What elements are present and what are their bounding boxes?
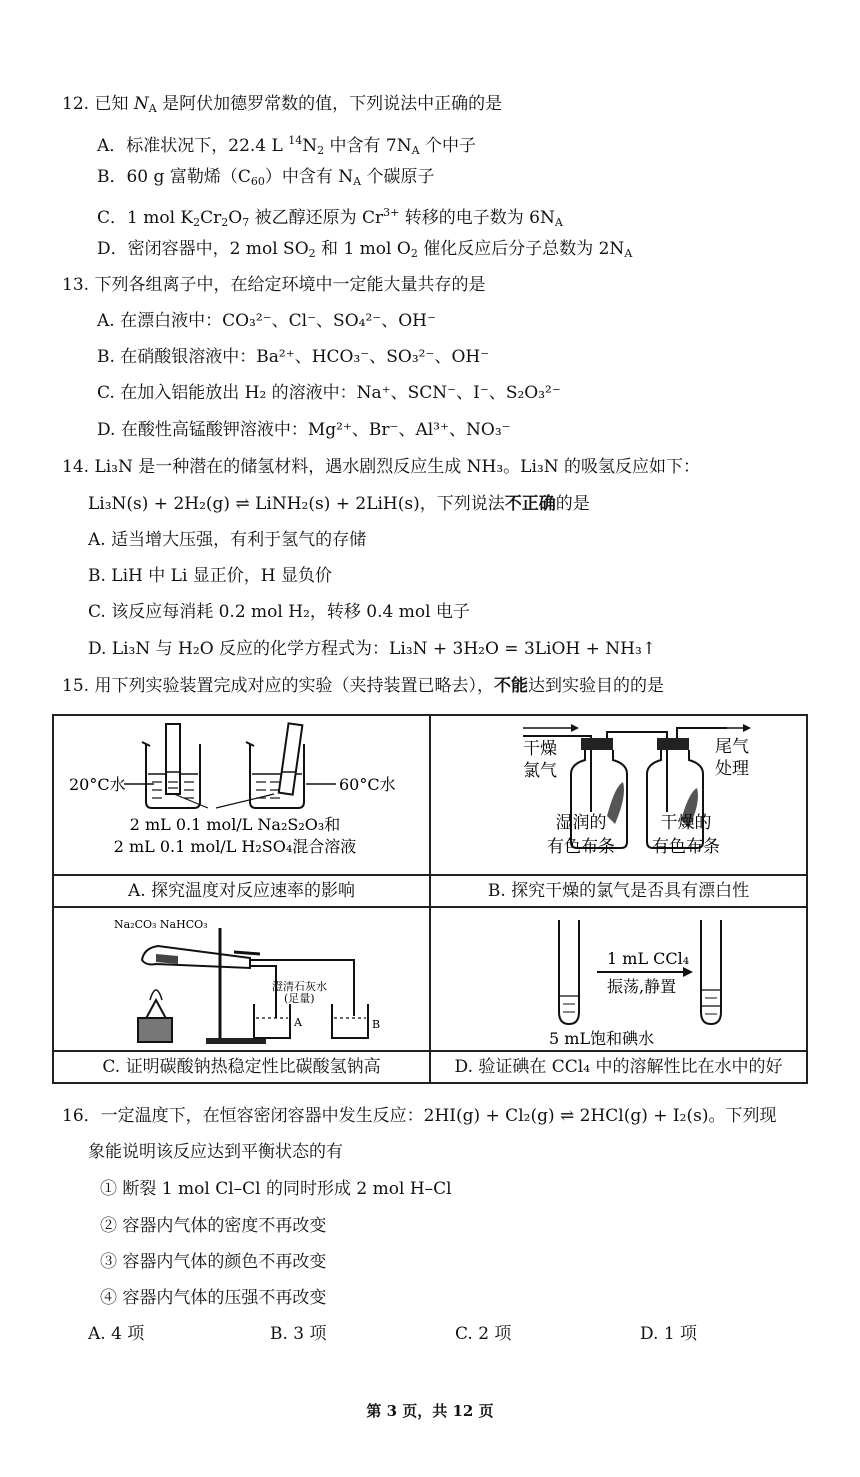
wet-cloth-label-1: 湿润的 bbox=[555, 813, 607, 833]
q12-stem: 12. 已知 $N_A$ 是阿伏加德罗常数的值，下列说法中正确的是 bbox=[62, 94, 503, 115]
q16-item-1: ① 断裂 1 mol Cl–Cl 的同时形成 2 mol H–Cl bbox=[100, 1179, 452, 1199]
experiment-cell-b bbox=[430, 715, 807, 875]
heating-apparatus-diagram bbox=[54, 908, 416, 1050]
beaker-a-label: A bbox=[294, 1016, 302, 1029]
beakers-diagram bbox=[54, 716, 416, 874]
limewater-label-2: (足量) bbox=[284, 992, 315, 1005]
ccl4-label: 1 mL CCl₄ bbox=[607, 949, 690, 968]
q14-stem: 14. Li₃N 是一种潜在的储氢材料，遇水剧烈反应生成 NH₃。Li₃N 的吸氢反应如下： bbox=[62, 457, 700, 477]
inlet-label-2: 氯气 bbox=[523, 761, 557, 781]
test-tubes-diagram bbox=[431, 908, 823, 1050]
q16-item-2: ② 容器内气体的密度不再改变 bbox=[100, 1216, 327, 1236]
solution-label-1: 2 mL 0.1 mol/L Na₂S₂O₃和 bbox=[129, 815, 341, 834]
q16-choice-c: C. 2 项 bbox=[455, 1324, 512, 1344]
q14-equation: Li₃N(s) + 2H₂(g) ⇌ LiNH₂(s) + 2LiH(s)，下列说法不正确的是 bbox=[88, 494, 590, 514]
q13-stem: 13. 下列各组离子中，在给定环境中一定能大量共存的是 bbox=[62, 275, 486, 295]
page-footer: 第 3 页，共 12 页 bbox=[366, 1402, 494, 1420]
q16-choice-a: A. 4 项 bbox=[88, 1324, 145, 1344]
experiment-a-caption: A. 探究温度对反应速率的影响 bbox=[53, 875, 430, 907]
beaker-b-label: B bbox=[372, 1018, 381, 1031]
wet-cloth-label-2: 有色布条 bbox=[547, 837, 615, 857]
q13-option-a: A. 在漂白液中：CO₃²⁻、Cl⁻、SO₄²⁻、OH⁻ bbox=[97, 311, 436, 331]
q16-item-3: ③ 容器内气体的颜色不再改变 bbox=[100, 1252, 327, 1272]
q13-option-c: C. 在加入铝能放出 H₂ 的溶液中：Na⁺、SCN⁻、I⁻、S₂O₃²⁻ bbox=[97, 383, 561, 403]
dry-cloth-label-2: 有色布条 bbox=[652, 837, 720, 857]
q15-stem: 15. 用下列实验装置完成对应的实验（夹持装置已略去），不能达到实验目的的是 bbox=[62, 676, 664, 696]
q12-option-c: C．1 mol $K_2Cr_2O_7$ 被乙醇还原为 $Cr^{3+}$ 转移的电子数为 $6N_A$ bbox=[97, 206, 563, 229]
label-60c-water: 60°C水 bbox=[339, 775, 396, 794]
experiment-d-caption: D. 验证碘在 CCl₄ 中的溶解性比在水中的好 bbox=[430, 1051, 807, 1083]
carbonate-label: Na₂CO₃ NaHCO₃ bbox=[114, 918, 208, 931]
experiment-cell-a bbox=[53, 715, 430, 875]
outlet-label-2: 处理 bbox=[715, 759, 749, 779]
experiment-cell-c bbox=[53, 907, 430, 1051]
label-20c-water: 20°C水 bbox=[69, 775, 126, 794]
q16-stem: 16．一定温度下，在恒容密闭容器中发生反应：2HI(g) + Cl₂(g) ⇌ 2HCl(g) + I₂(s)。下列现 bbox=[62, 1106, 777, 1126]
solution-label-2: 2 mL 0.1 mol/L H₂SO₄混合溶液 bbox=[113, 837, 357, 856]
q14-option-c: C. 该反应每消耗 0.2 mol H₂，转移 0.4 mol 电子 bbox=[88, 602, 470, 622]
q16-stem-continued: 象能说明该反应达到平衡状态的有 bbox=[88, 1142, 343, 1162]
q16-choice-b: B. 3 项 bbox=[270, 1324, 327, 1344]
q14-option-b: B. LiH 中 Li 显正价，H 显负价 bbox=[88, 566, 333, 586]
experiment-b-caption: B. 探究干燥的氯气是否具有漂白性 bbox=[430, 875, 807, 907]
q12-option-d: D．密闭容器中，2 mol $SO_2$ 和 1 mol $O_2$ 催化反应后分子总数为 $2N_A$ bbox=[97, 239, 633, 260]
q13-option-d: D. 在酸性高锰酸钾溶液中：Mg²⁺、Br⁻、Al³⁺、NO₃⁻ bbox=[97, 420, 511, 440]
shake-label: 振荡,静置 bbox=[607, 977, 677, 996]
outlet-label-1: 尾气 bbox=[715, 737, 749, 757]
experiment-table bbox=[52, 714, 808, 1084]
q16-item-4: ④ 容器内气体的压强不再改变 bbox=[100, 1288, 327, 1308]
q14-option-d: D. Li₃N 与 H₂O 反应的化学方程式为：Li₃N + 3H₂O = 3LiOH + NH₃↑ bbox=[88, 639, 657, 659]
experiment-c-caption: C. 证明碳酸钠热稳定性比碳酸氢钠高 bbox=[53, 1051, 430, 1083]
experiment-cell-d bbox=[430, 907, 807, 1051]
iodine-water-label: 5 mL饱和碘水 bbox=[549, 1029, 655, 1048]
q16-choice-d: D. 1 项 bbox=[640, 1324, 698, 1344]
q12-option-b: B．60 g 富勒烯$(C_{60})$中含有 $N_A$ 个碳原子 bbox=[97, 167, 435, 188]
limewater-label-1: 澄清石灰水 bbox=[272, 980, 327, 993]
q12-option-a: A．标准状况下，22.4 L $^{14}N_2$ 中含有 $7N_A$ 个中子 bbox=[97, 134, 476, 157]
q14-option-a: A. 适当增大压强，有利于氢气的存储 bbox=[88, 530, 367, 550]
dry-cloth-label-1: 干燥的 bbox=[660, 813, 712, 833]
gas-bottles-diagram bbox=[431, 716, 823, 874]
q13-option-b: B. 在硝酸银溶液中：Ba²⁺、HCO₃⁻、SO₃²⁻、OH⁻ bbox=[97, 347, 490, 367]
inlet-label-1: 干燥 bbox=[523, 739, 557, 759]
